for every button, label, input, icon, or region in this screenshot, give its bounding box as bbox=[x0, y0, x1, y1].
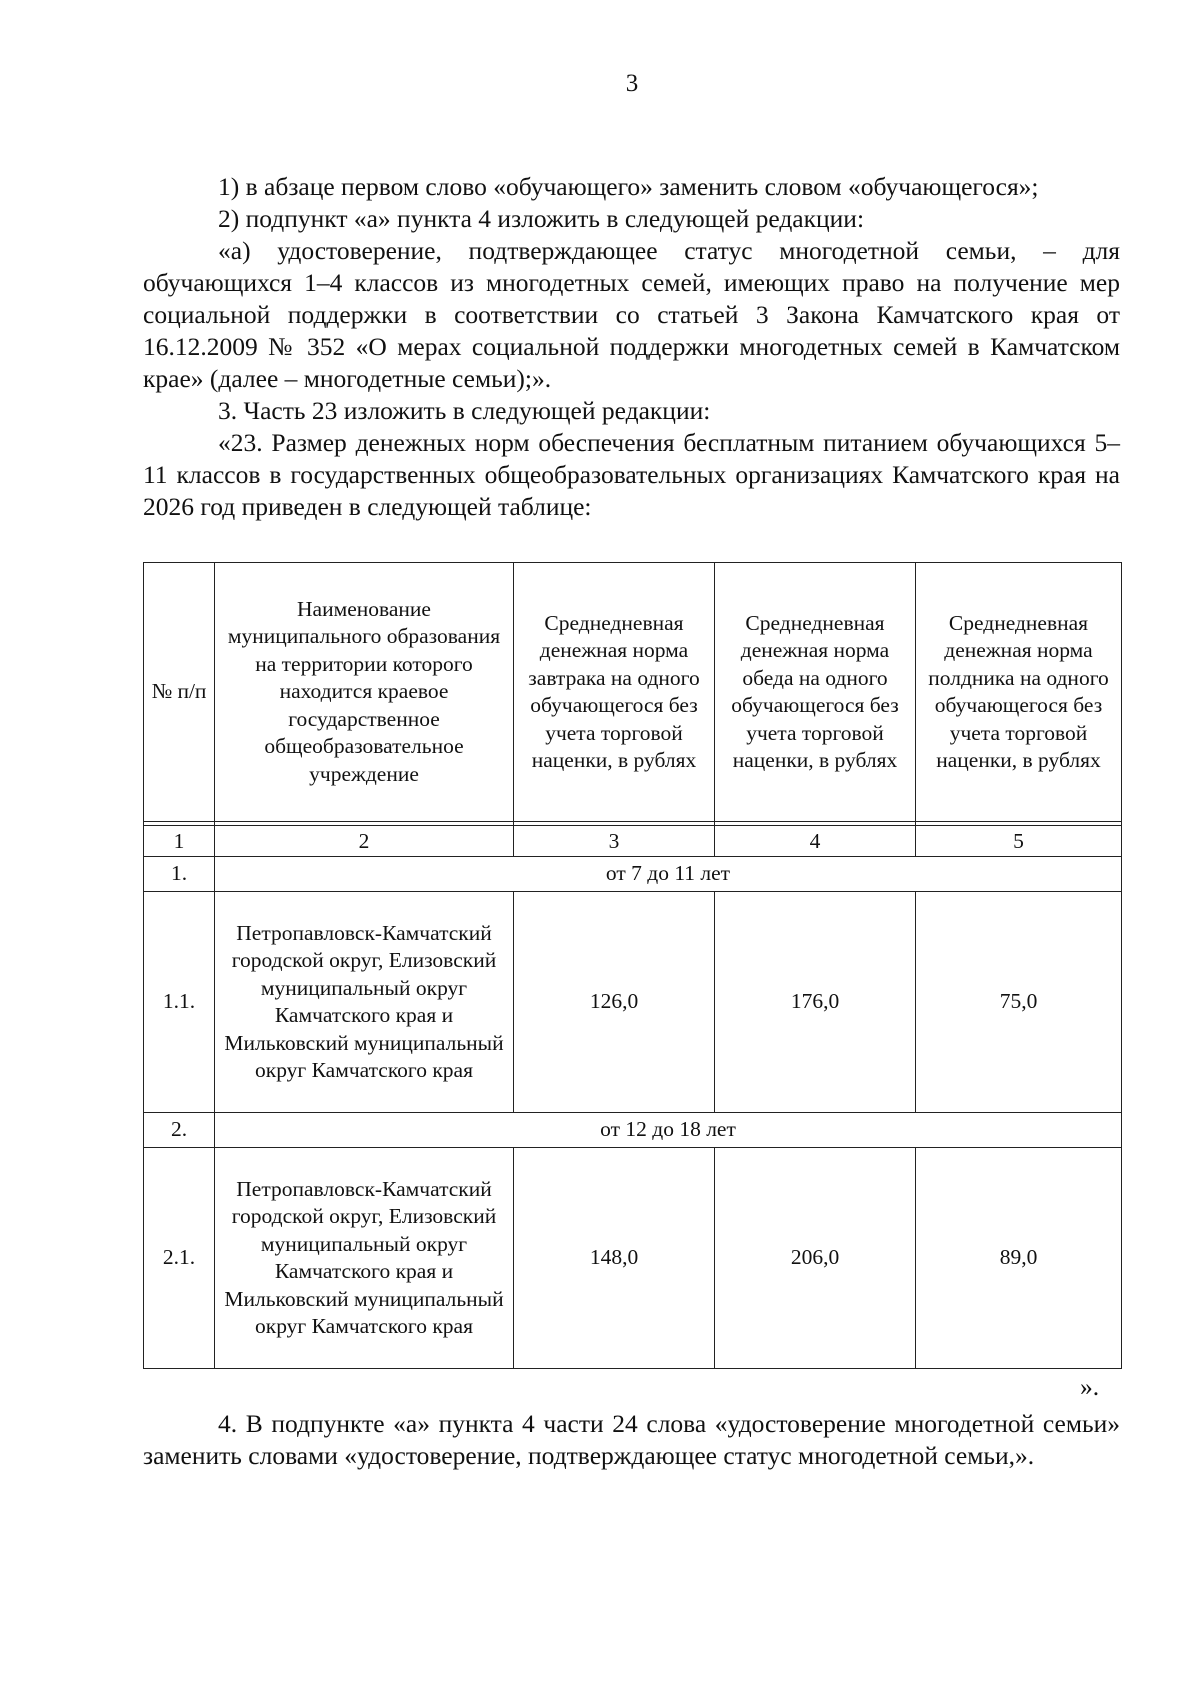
group-label: от 7 до 11 лет bbox=[215, 857, 1122, 892]
row-municipality: Петропавловск-Камчатский городской округ, Елизовский муниципальный округ Камчатского края и Мильковский муниципальный округ Камчатского края bbox=[215, 892, 514, 1113]
paragraph-5: «23. Размер денежных норм обеспечения бесплатным питанием обучающихся 5–11 классов в государственных общеобразовательных организациях Камчатского края на 2026 год приведен в следующей таблице: bbox=[143, 428, 1120, 521]
table-column-numbers-row bbox=[144, 826, 1122, 857]
header-snack: Среднедневная денежная норма полдника на одного обучающегося без учета торговой наценки, в рублях bbox=[916, 563, 1122, 822]
closing-quote: ». bbox=[1080, 1372, 1100, 1401]
column-number: 1 bbox=[144, 826, 215, 857]
paragraph-6: 4. В подпункте «а» пункта 4 части 24 слова «удостоверение многодетной семьи» заменить словами «удостоверение, подтверждающее статус многодетной семьи,». bbox=[143, 1409, 1120, 1470]
table-header-row bbox=[144, 563, 1122, 822]
table-row bbox=[144, 1148, 1122, 1369]
paragraph-1: 1) в абзаце первом слово «обучающего» заменить словом «обучающегося»; bbox=[218, 172, 1039, 201]
row-lunch-norm: 176,0 bbox=[715, 892, 916, 1113]
paragraph-2: 2) подпункт «а» пункта 4 изложить в следующей редакции: bbox=[218, 204, 865, 233]
row-snack-norm: 75,0 bbox=[916, 892, 1122, 1113]
column-number: 2 bbox=[215, 826, 514, 857]
row-snack-norm: 89,0 bbox=[916, 1148, 1122, 1369]
header-breakfast: Среднедневная денежная норма завтрака на одного обучающегося без учета торговой наценки, в рублях bbox=[514, 563, 715, 822]
group-number: 1. bbox=[144, 857, 215, 892]
row-municipality: Петропавловск-Камчатский городской округ, Елизовский муниципальный округ Камчатского края и Мильковский муниципальный округ Камчатского края bbox=[215, 1148, 514, 1369]
row-breakfast-norm: 148,0 bbox=[514, 1148, 715, 1369]
column-number: 5 bbox=[916, 826, 1122, 857]
header-lunch: Среднедневная денежная норма обеда на одного обучающегося без учета торговой наценки, в рублях bbox=[715, 563, 916, 822]
row-number: 2.1. bbox=[144, 1148, 215, 1369]
row-lunch-norm: 206,0 bbox=[715, 1148, 916, 1369]
paragraph-3: «а) удостоверение, подтверждающее статус многодетной семьи, – для обучающихся 1–4 классов из многодетных семей, имеющих право на получение мер социальной поддержки в соответствии со статьей 3 Закона Камчатского края от 16.12.2009 № 352 «О мерах социальной поддержки многодетных семей в Камчатском крае» (далее – многодетные семьи);». bbox=[143, 236, 1120, 393]
header-municipality: Наименование муниципального образования на территории которого находится краевое государственное общеобразовательное учреждение bbox=[215, 563, 514, 822]
column-number: 4 bbox=[715, 826, 916, 857]
header-number: № п/п bbox=[144, 563, 215, 822]
meal-norms-table bbox=[143, 562, 1122, 1369]
table-group-row bbox=[144, 1113, 1122, 1148]
page-number: 3 bbox=[625, 70, 639, 97]
table-group-row bbox=[144, 857, 1122, 892]
group-number: 2. bbox=[144, 1113, 215, 1148]
table-row bbox=[144, 892, 1122, 1113]
paragraph-4: 3. Часть 23 изложить в следующей редакции: bbox=[218, 396, 711, 425]
row-number: 1.1. bbox=[144, 892, 215, 1113]
group-label: от 12 до 18 лет bbox=[215, 1113, 1122, 1148]
column-number: 3 bbox=[514, 826, 715, 857]
document-body-continued bbox=[143, 1408, 1120, 1472]
row-breakfast-norm: 126,0 bbox=[514, 892, 715, 1113]
document-body bbox=[143, 171, 1120, 523]
